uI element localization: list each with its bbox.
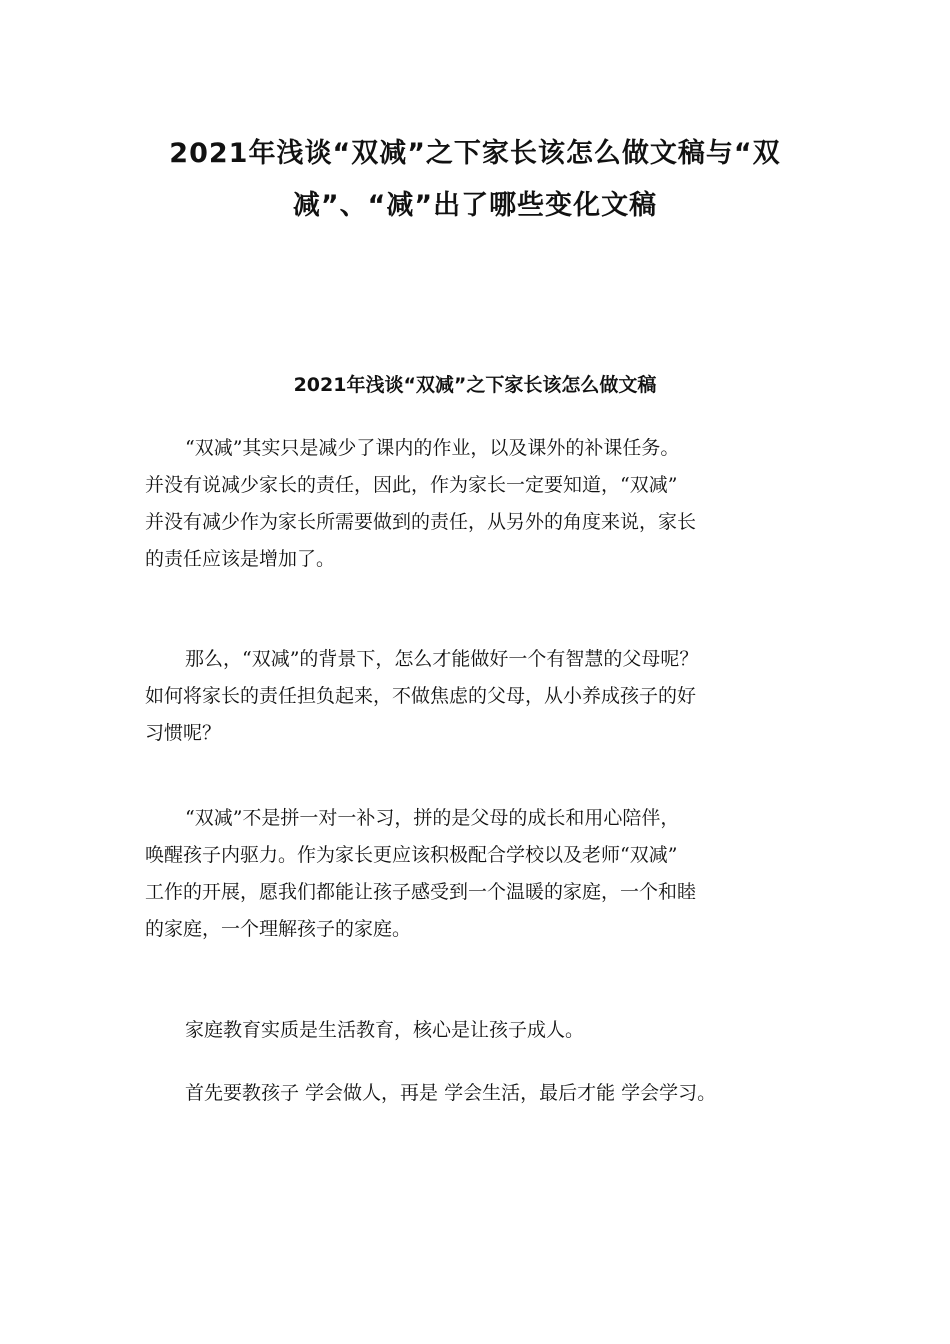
paragraph-line: 工作的开展，愿我们都能让孩子感受到一个温暖的家庭，一个和睦: [145, 881, 697, 903]
paragraph-line: 家庭教育实质是生活教育，核心是让孩子成人。: [185, 1019, 585, 1041]
document-title-line: 2021年浅谈“双减”之下家长该怎么做文稿与“双: [169, 138, 781, 169]
section-title: 2021年浅谈“双减”之下家长该怎么做文稿: [293, 374, 657, 396]
paragraph-3: [145, 800, 835, 948]
paragraph-line: 的家庭，一个理解孩子的家庭。: [145, 918, 412, 940]
paragraph-2: [145, 641, 835, 752]
paragraph-line: 那么，“双减”的背景下，怎么才能做好一个有智慧的父母呢？: [185, 648, 699, 670]
paragraph-line: 的责任应该是增加了。: [145, 548, 336, 570]
paragraph-line: “双减”不是拼一对一补习，拼的是父母的成长和用心陪伴，: [185, 807, 680, 829]
paragraph-5: [145, 1075, 835, 1112]
paragraph-line: 习惯呢？: [145, 722, 222, 744]
paragraph-1: [145, 430, 835, 578]
paragraph-line: “双减”其实只是减少了课内的作业，以及课外的补课任务。: [185, 437, 680, 459]
paragraph-line: 如何将家长的责任担负起来，不做焦虑的父母，从小养成孩子的好: [145, 685, 697, 707]
paragraph-line: 并没有说减少家长的责任，因此，作为家长一定要知道，“双减”: [145, 474, 678, 496]
paragraph-line: 首先要教孩子 学会做人，再是 学会生活，最后才能 学会学习。: [185, 1082, 717, 1104]
paragraph-4: [145, 1012, 835, 1049]
paragraph-line: 并没有减少作为家长所需要做到的责任，从另外的角度来说，家长: [145, 511, 697, 533]
paragraph-line: 唤醒孩子内驱力。作为家长更应该积极配合学校以及老师“双减”: [145, 844, 678, 866]
document-title: [120, 128, 830, 232]
document-title-line: 减”、“减”出了哪些变化文稿: [292, 190, 658, 221]
